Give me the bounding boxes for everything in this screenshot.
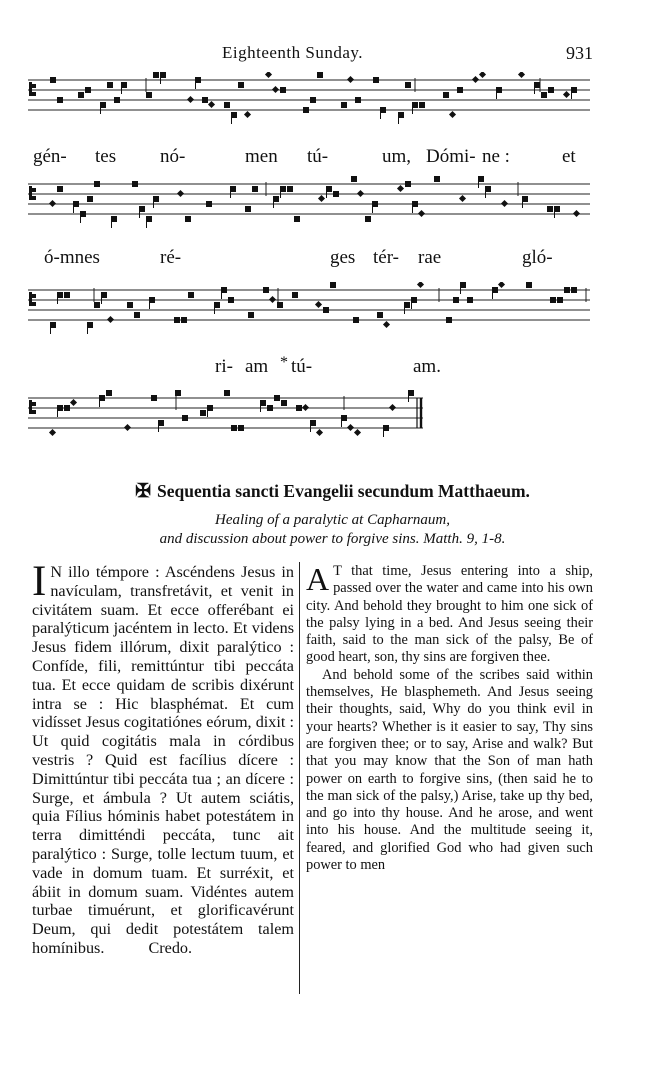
syllable: nó-	[160, 146, 186, 167]
syllable: rae	[418, 247, 442, 268]
gospel-heading	[0, 480, 665, 503]
english-paragraph-1: T that time, Jesus entering into a ship, passed over the water and came into his own city. And behold they brought to him one sick of the palsy lying in a bed. And Jesus seeing their faith, said to the man sick of the palsy, Be of good heart, son, thy sins are forgiven thee.	[306, 563, 593, 666]
syllable: gló-	[522, 247, 553, 268]
cross-icon: ✠	[135, 481, 152, 502]
syllable: Dómi-	[426, 146, 476, 167]
chant-staff-1	[28, 72, 590, 138]
gospel-heading-text: Sequentia sancti Evangelii secundum Matthaeum.	[157, 481, 530, 501]
page-number: 931	[566, 43, 593, 63]
syllable: ré-	[160, 247, 182, 268]
chant-staff-3	[28, 282, 590, 356]
syllable: ri-	[215, 356, 233, 377]
syllable: am.	[413, 356, 441, 377]
latin-drop-cap: I	[32, 558, 47, 605]
chant-staff-4	[28, 390, 590, 456]
chant-lyrics-1	[0, 146, 665, 170]
latin-text: N illo témpore : Ascéndens Jesus in navículam, transfretávit, et venit in civitátem suam. Et ecce offerébant ei paralýticum jacéntem in lecto. Et videns Jesus fidem illórum, dixit paralýtico : Confíde, fili, remittúntur tibi peccáta tua. Et ecce quidam de scribis dixérunt intra se : Hic blasphémat. Et cum vidísset Jesus cogitatiónes eórum, dixit : Ut quid cogitátis mala in córdibus vestris ? Quid est facílius dícere : Dimittúntur tibi peccáta tua ; an dícere : Surge, et ámbula ? Ut autem sciátis, quia Fílius hóminis habet potestátem in terra dimitténdi peccáta, tunc ait paralýtico : Surge, tolle lectum tuum, et vade in domum tuam. Et surréxit, et ábiit in domum suam. Vidéntes autem turbae timuérunt, et glorificavérunt Deum, qui dedit potestátem talem homínibus.	[32, 563, 294, 957]
syllable: gén-	[33, 146, 67, 167]
syllable: ne :	[482, 146, 510, 167]
syllable: ges	[330, 247, 356, 268]
english-column	[306, 563, 593, 874]
syllable: et	[562, 146, 576, 167]
syllable: tes	[95, 146, 117, 167]
chant-staff-2	[28, 176, 590, 242]
gospel-subtitle-2: and discussion about power to forgive sins. Matth. 9, 1-8.	[159, 531, 506, 547]
syllable: am	[245, 356, 269, 377]
syllable: tú-	[291, 356, 313, 377]
credo-label: Credo.	[148, 938, 193, 957]
syllable: *	[280, 354, 288, 371]
syllable: tú-	[307, 146, 329, 167]
chant-lyrics-2	[0, 247, 665, 271]
page-header	[0, 43, 665, 67]
syllable: ó-mnes	[44, 247, 100, 268]
english-paragraph-2: And behold some of the scribes said within themselves, He blasphemeth. And Jesus seeing their thoughts, said, Why do you think evil in your hearts? Whether is it easier to say, Thy sins are forgiven thee; or to say, Arise and walk? But that you may know that the Son of man hath power on earth to forgive sins, (then said he to the man sick of the palsy,) Arise, take up thy bed, and go into thy house. And he arose, and went into his house. And the multitude seeing it, feared, and glorified God who had given such power to men	[306, 666, 593, 874]
syllable: tér-	[373, 247, 399, 268]
syllable: men	[245, 146, 278, 167]
column-divider	[299, 562, 300, 994]
gospel-subtitle-1: Healing of a paralytic at Capharnaum,	[215, 512, 450, 528]
page-title: Eighteenth Sunday.	[222, 43, 364, 62]
latin-column	[32, 558, 294, 958]
chant-lyrics-3	[0, 356, 665, 380]
syllable: um,	[382, 146, 412, 167]
english-drop-cap: A	[306, 561, 330, 597]
